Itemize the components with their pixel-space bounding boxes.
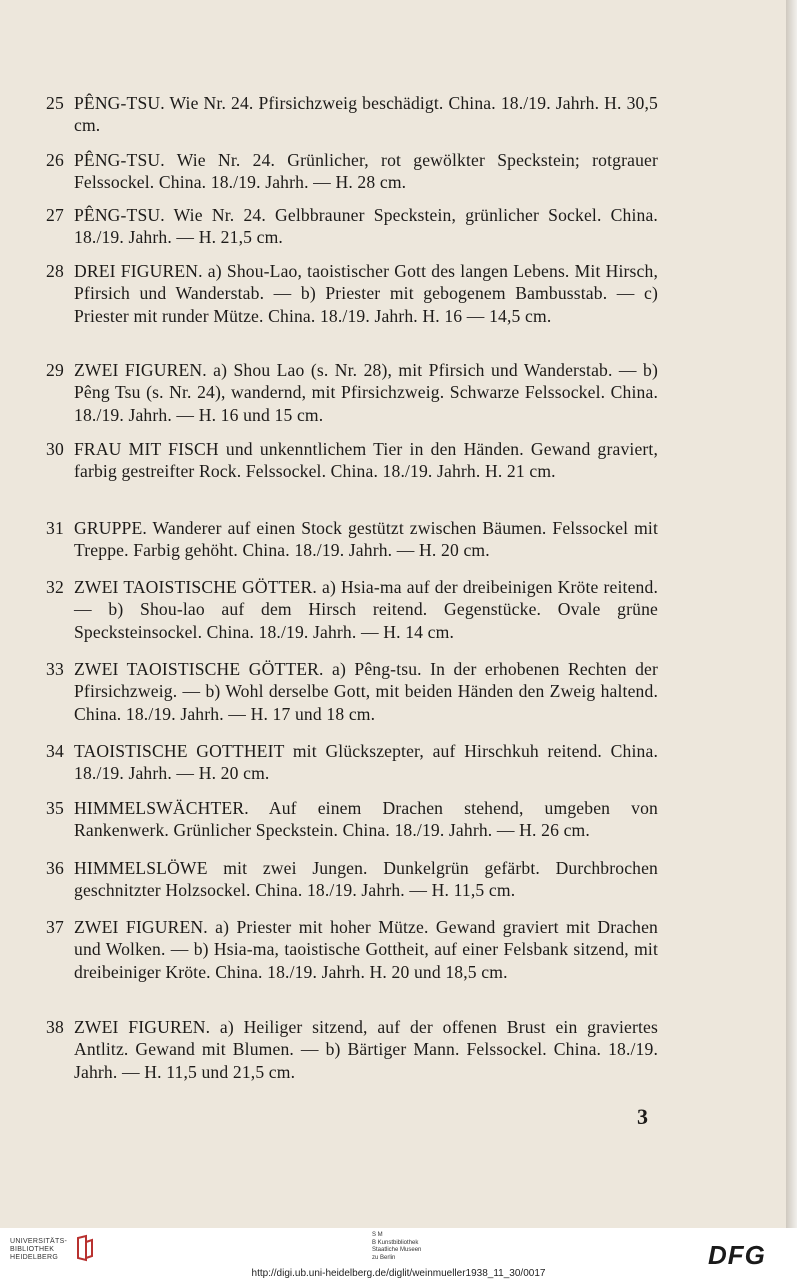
entry-number: 25 — [46, 93, 64, 113]
entry-number: 27 — [46, 205, 64, 225]
catalog-entry — [46, 1016, 658, 1083]
permalink-url[interactable]: http://digi.ub.uni-heidelberg.de/diglit/weinmueller1938_11_30/0017 — [251, 1268, 546, 1279]
entry-text: GRUPPE. Wanderer auf einen Stock gestützt zwischen Bäumen. Felssockel mit Treppe. Farbig gehöht. China. 18./19. Jahrh. — H. 20 cm. — [74, 518, 658, 561]
entry-number: 26 — [46, 150, 64, 170]
catalog-entry — [46, 438, 658, 483]
page-edge — [786, 0, 797, 1228]
credit-line: B Kunstbibliothek — [372, 1239, 419, 1246]
university-line: HEIDELBERG — [10, 1254, 59, 1261]
entry-number: 37 — [46, 917, 64, 937]
entry-number: 30 — [46, 439, 64, 459]
credit-line: zu Berlin — [372, 1254, 396, 1261]
catalog-entry — [46, 359, 658, 426]
catalog-entry — [46, 92, 658, 137]
university-line: BIBLIOTHEK — [10, 1246, 55, 1253]
university-emblem-icon — [74, 1234, 96, 1262]
entry-text: FRAU MIT FISCH und unkenntlichem Tier in den Händen. Gewand graviert, farbig gestreifter Rock. Felssockel. China. 18./19. Jahrh. H. 21 cm. — [74, 439, 658, 482]
entry-number: 38 — [46, 1017, 64, 1037]
entry-text: HIMMELSLÖWE mit zwei Jungen. Dunkelgrün gefärbt. Durchbrochen geschnitzter Holzsockel. China. 18./19. Jahrh. — H. 11,5 cm. — [74, 858, 658, 901]
university-line: UNIVERSITÄTS- — [10, 1238, 68, 1245]
catalog-entry — [46, 204, 658, 249]
entry-text: ZWEI FIGUREN. a) Priester mit hoher Mütze. Gewand graviert mit Drachen und Wolken. — b) Hsia-ma, taoistische Gottheit, auf einer Felsbank sitzend, mit dreibeiniger Kröte. China. 18./19. Jahrh. H. 20 und 18,5 cm. — [74, 917, 658, 982]
entry-text: PÊNG-TSU. Wie Nr. 24. Gelbbrauner Speckstein, grünlicher Sockel. China. 18./19. Jahrh. — H. 21,5 cm. — [74, 205, 658, 248]
catalog-entry — [46, 149, 658, 194]
entry-number: 29 — [46, 360, 64, 380]
entry-number: 32 — [46, 577, 64, 597]
catalog-entry — [46, 857, 658, 902]
entry-text: DREI FIGUREN. a) Shou-Lao, taoistischer Gott des langen Lebens. Mit Hirsch, Pfirsich und Wanderstab. — b) Priester mit gebogenem Bambusstab. — c) Priester mit runder Mütze. China. 18./19. Jahrh. H. 16 — 14,5 cm. — [74, 261, 658, 326]
catalog-entry — [46, 916, 658, 983]
catalog-entry — [46, 740, 658, 785]
entry-text: HIMMELSWÄCHTER. Auf einem Drachen stehend, umgeben von Rankenwerk. Grünlicher Speckstein. China. 18./19. Jahrh. — H. 26 cm. — [74, 798, 658, 841]
credit-line: S M — [372, 1232, 383, 1238]
entry-text: ZWEI FIGUREN. a) Heiliger sitzend, auf der offenen Brust ein graviertes Antlitz. Gewand mit Blumen. — b) Bärtiger Mann. Felssockel. China. 18./19. Jahrh. — H. 11,5 und 21,5 cm. — [74, 1017, 658, 1082]
entry-number: 31 — [46, 518, 64, 538]
viewer-footer — [0, 1228, 797, 1283]
credit-line: Staatliche Museen — [372, 1247, 422, 1253]
kunstbibliothek-credit — [372, 1232, 421, 1262]
entry-text: ZWEI FIGUREN. a) Shou Lao (s. Nr. 28), mit Pfirsich und Wanderstab. — b) Pêng Tsu (s. Nr. 24), wandernd, mit Pfirsichzweig. Schwarze Felssockel. China. 18./19. Jahrh. — H. 16 und 15 cm. — [74, 360, 658, 425]
catalog-entry — [46, 658, 658, 725]
dfg-logo[interactable]: DFG — [708, 1240, 766, 1270]
entry-text: PÊNG-TSU. Wie Nr. 24. Grünlicher, rot gewölkter Speckstein; rotgrauer Felssockel. China. 18./19. Jahrh. — H. 28 cm. — [74, 150, 658, 193]
catalog-entry — [46, 517, 658, 562]
entry-number: 28 — [46, 261, 64, 281]
university-library-logo[interactable] — [10, 1238, 74, 1262]
entry-text: TAOISTISCHE GOTTHEIT mit Glückszepter, auf Hirschkuh reitend. China. 18./19. Jahrh. — H. 20 cm. — [74, 741, 658, 784]
catalog-entry — [46, 576, 658, 643]
page-number: 3 — [637, 1104, 648, 1129]
entry-number: 36 — [46, 858, 64, 878]
entry-number: 34 — [46, 741, 64, 761]
entry-number: 33 — [46, 659, 64, 679]
catalog-entry — [46, 797, 658, 842]
entry-number: 35 — [46, 798, 64, 818]
entry-text: ZWEI TAOISTISCHE GÖTTER. a) Pêng-tsu. In der erhobenen Rechten der Pfirsichzweig. — b) Wohl derselbe Gott, mit beiden Händen den Zweig haltend. China. 18./19. Jahrh. — H. 17 und 18 cm. — [74, 659, 658, 724]
entry-text: ZWEI TAOISTISCHE GÖTTER. a) Hsia-ma auf der dreibeinigen Kröte reitend. — b) Shou-lao auf dem Hirsch reitend. Gegenstücke. Ovale grüne Specksteinsockel. China. 18./19. Jahrh. — H. 14 cm. — [74, 577, 658, 642]
catalog-entry — [46, 260, 658, 327]
entry-text: PÊNG-TSU. Wie Nr. 24. Pfirsichzweig beschädigt. China. 18./19. Jahrh. H. 30,5 cm. — [74, 93, 658, 136]
